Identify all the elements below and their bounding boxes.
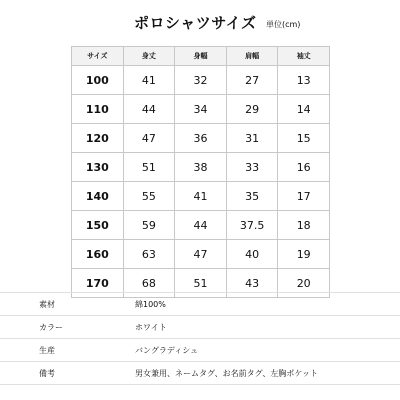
table-row (72, 66, 330, 95)
size-cell: 170 (72, 269, 124, 298)
sleeve-length-cell: 16 (278, 153, 330, 182)
detail-row-color (0, 315, 400, 338)
table-header-row (72, 47, 330, 66)
size-cell: 130 (72, 153, 124, 182)
sleeve-length-cell: 19 (278, 240, 330, 269)
body-length-cell: 68 (123, 269, 175, 298)
sleeve-length-cell: 14 (278, 95, 330, 124)
table-row (72, 182, 330, 211)
size-table (71, 46, 330, 298)
column-header-body-width: 身幅 (175, 47, 227, 66)
shoulder-width-cell: 35 (226, 182, 278, 211)
body-width-cell: 32 (175, 66, 227, 95)
table-row (72, 240, 330, 269)
detail-value: 綿100% (135, 300, 166, 309)
body-length-cell: 59 (123, 211, 175, 240)
body-width-cell: 38 (175, 153, 227, 182)
body-width-cell: 34 (175, 95, 227, 124)
page-title: ポロシャツサイズ (134, 14, 257, 32)
sleeve-length-cell: 13 (278, 66, 330, 95)
shoulder-width-cell: 37.5 (226, 211, 278, 240)
body-width-cell: 41 (175, 182, 227, 211)
detail-row-notes (0, 361, 400, 385)
table-row (72, 211, 330, 240)
body-length-cell: 55 (123, 182, 175, 211)
product-details (0, 292, 400, 385)
detail-value: ホワイト (135, 323, 167, 332)
shoulder-width-cell: 43 (226, 269, 278, 298)
shoulder-width-cell: 31 (226, 124, 278, 153)
column-header-size: サイズ (72, 47, 124, 66)
body-width-cell: 36 (175, 124, 227, 153)
shoulder-width-cell: 29 (226, 95, 278, 124)
table-row (72, 124, 330, 153)
body-width-cell: 47 (175, 240, 227, 269)
size-cell: 100 (72, 66, 124, 95)
shoulder-width-cell: 33 (226, 153, 278, 182)
shoulder-width-cell: 40 (226, 240, 278, 269)
sleeve-length-cell: 18 (278, 211, 330, 240)
sleeve-length-cell: 17 (278, 182, 330, 211)
table-row (72, 95, 330, 124)
detail-label: 備考 (39, 369, 55, 378)
detail-label: カラー (39, 323, 63, 332)
column-header-shoulder-width: 肩幅 (226, 47, 278, 66)
sleeve-length-cell: 20 (278, 269, 330, 298)
detail-label: 生産 (39, 346, 55, 355)
column-header-body-length: 身丈 (123, 47, 175, 66)
body-length-cell: 47 (123, 124, 175, 153)
detail-value: バングラディシュ (135, 346, 199, 355)
size-cell: 120 (72, 124, 124, 153)
body-length-cell: 51 (123, 153, 175, 182)
body-length-cell: 44 (123, 95, 175, 124)
size-cell: 150 (72, 211, 124, 240)
shoulder-width-cell: 27 (226, 66, 278, 95)
column-header-sleeve-length: 袖丈 (278, 47, 330, 66)
body-length-cell: 63 (123, 240, 175, 269)
body-length-cell: 41 (123, 66, 175, 95)
detail-row-material (0, 292, 400, 315)
unit-label: 単位(cm) (266, 20, 301, 29)
sleeve-length-cell: 15 (278, 124, 330, 153)
title-row (0, 10, 400, 34)
table-row (72, 153, 330, 182)
size-cell: 110 (72, 95, 124, 124)
detail-row-production (0, 338, 400, 361)
body-width-cell: 44 (175, 211, 227, 240)
detail-label: 素材 (39, 300, 55, 309)
size-cell: 160 (72, 240, 124, 269)
detail-value: 男女兼用、ネームタグ、お名前タグ、左胸ポケット (135, 369, 318, 378)
body-width-cell: 51 (175, 269, 227, 298)
size-cell: 140 (72, 182, 124, 211)
